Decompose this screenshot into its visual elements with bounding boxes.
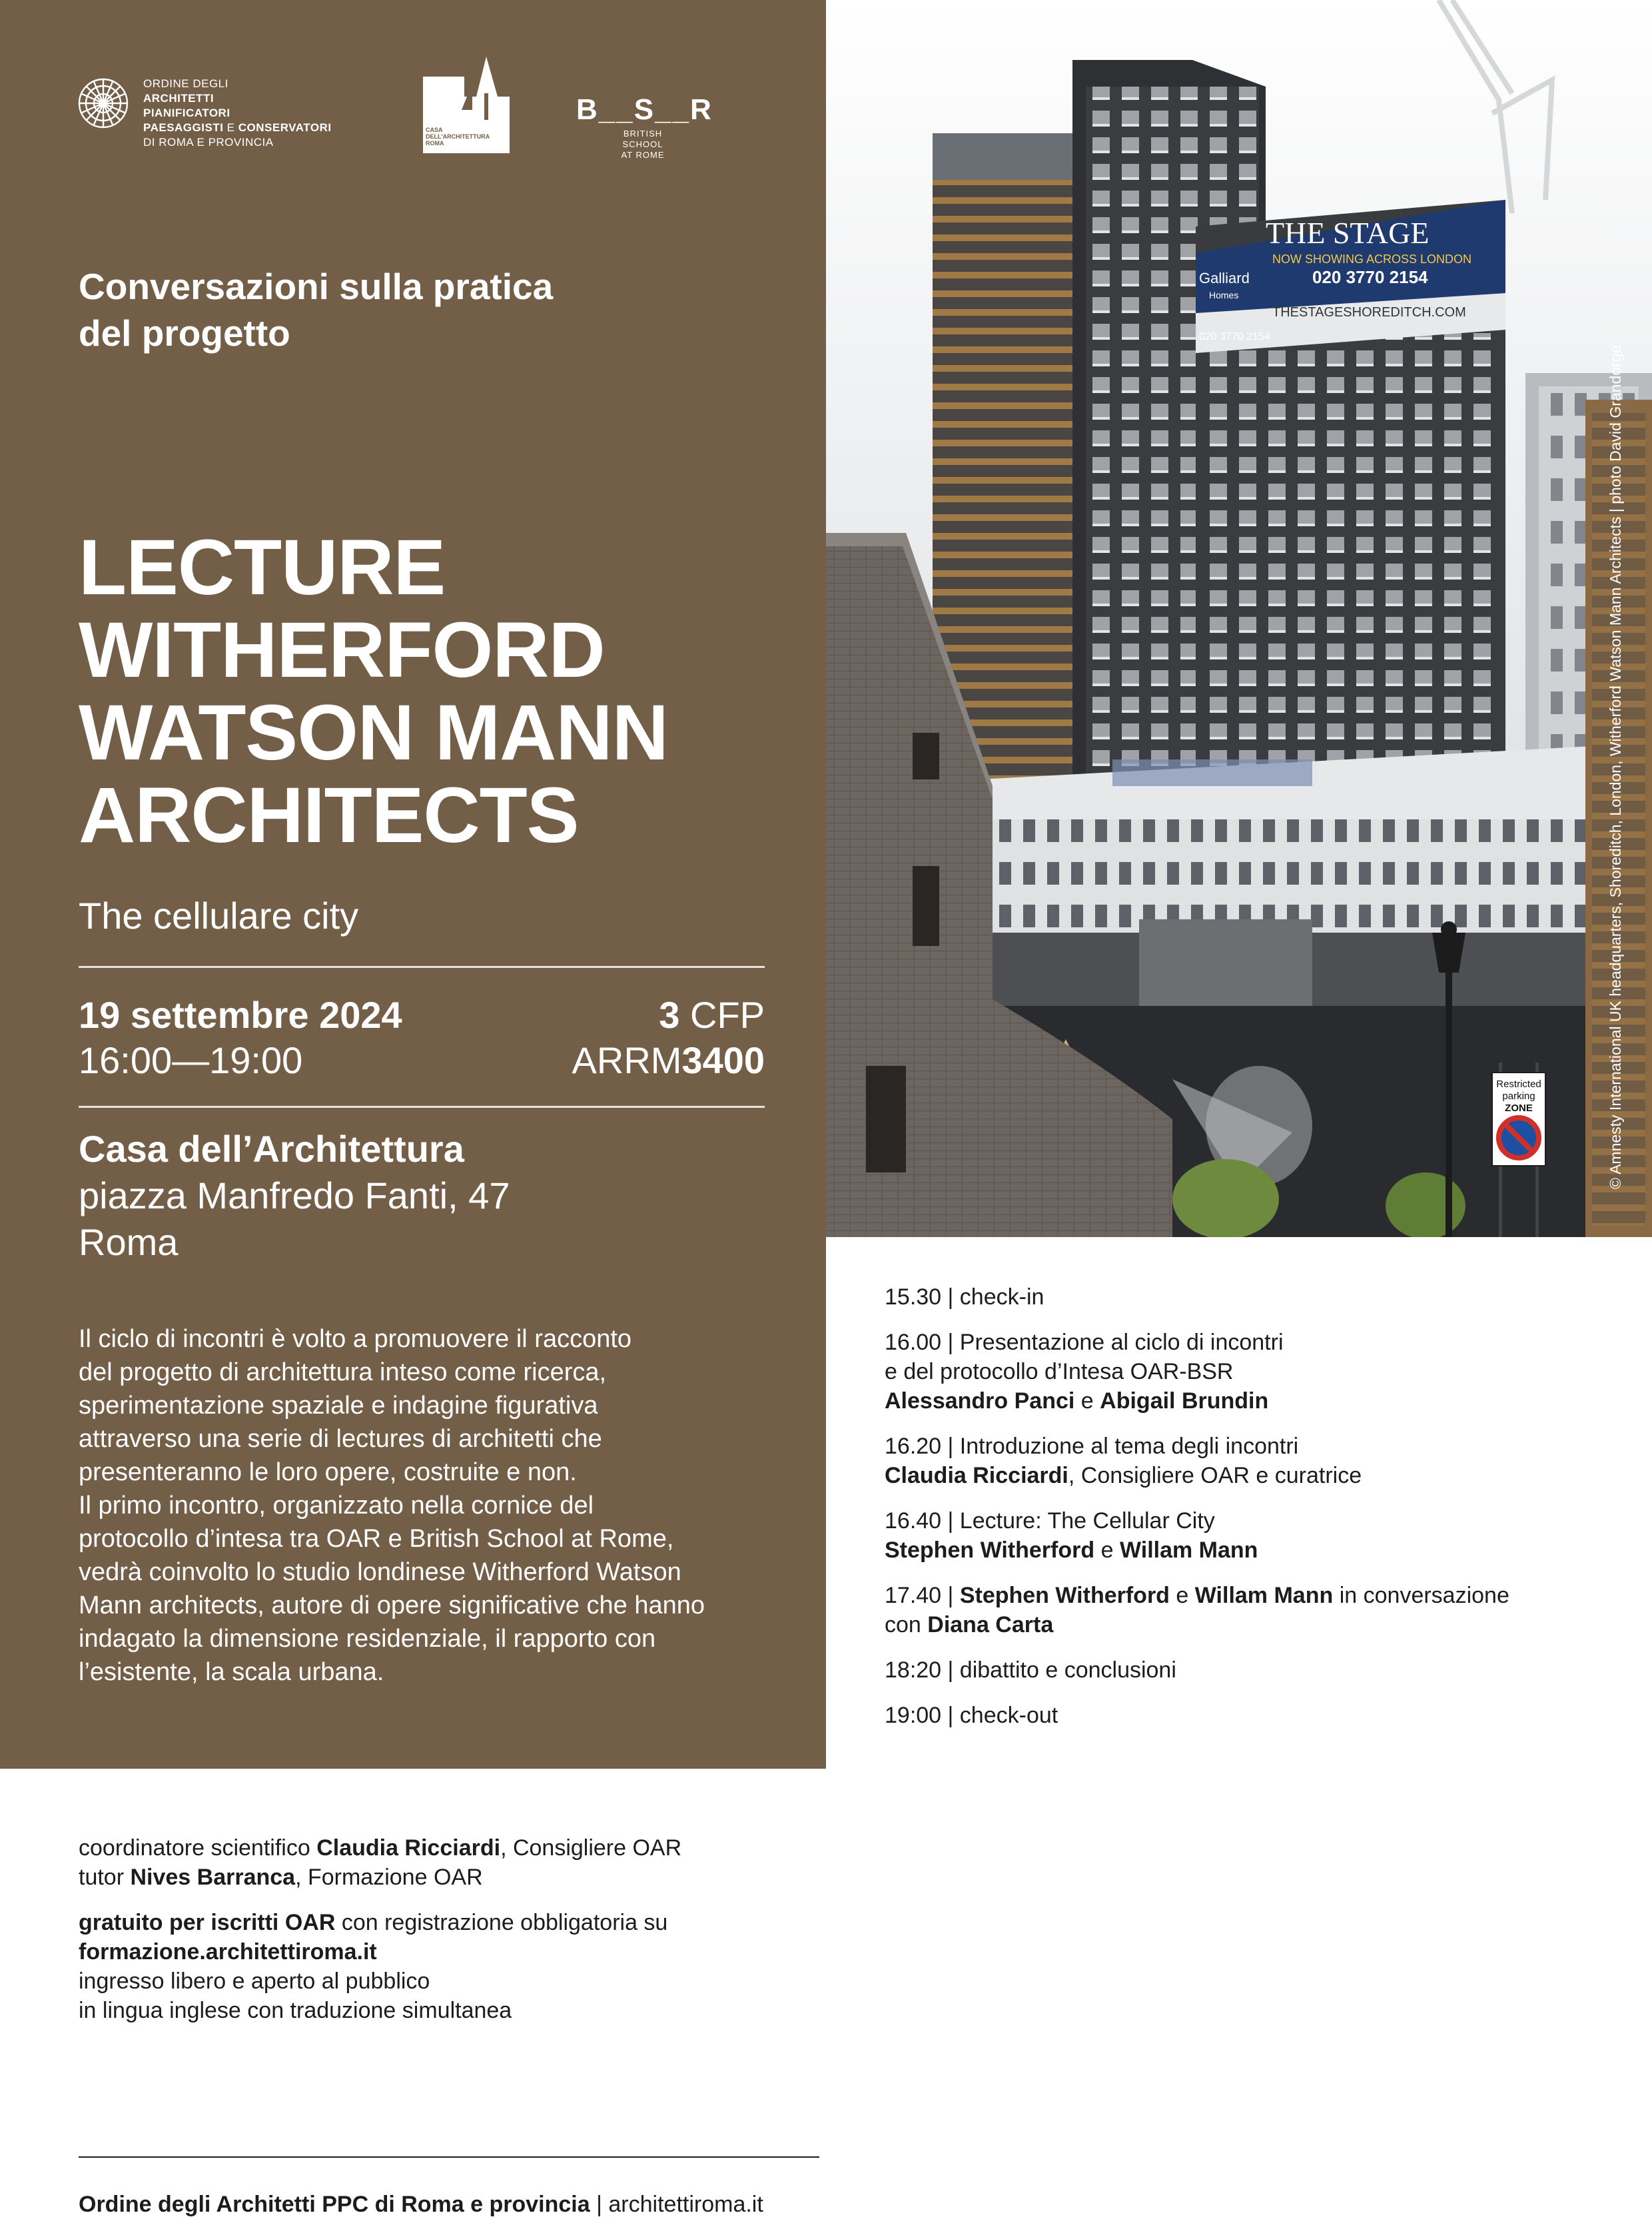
schedule-line: 18:20 | dibattito e conclusioni xyxy=(885,1657,1176,1683)
oar-line: E xyxy=(226,121,235,134)
tutor-label: tutor xyxy=(79,1865,131,1890)
oar-line: PIANIFICATORI xyxy=(143,107,230,119)
event-time: 16:00—19:00 xyxy=(79,1039,303,1081)
speaker-name: Stephen Witherford xyxy=(959,1583,1170,1608)
footer-divider xyxy=(79,2156,819,2158)
photo-illustration xyxy=(826,0,1652,1237)
event-date: 19 settembre 2024 xyxy=(79,994,402,1036)
divider xyxy=(79,1106,765,1108)
casa-line: DELL'ARCHITETTURA xyxy=(426,133,490,140)
schedule-text: con xyxy=(885,1612,928,1637)
cfp xyxy=(572,993,765,1038)
speaker-name: Diana Carta xyxy=(927,1612,1054,1637)
oar-line: PAESAGGISTI xyxy=(143,121,224,134)
description xyxy=(79,1322,798,1689)
billboard-url: THESTAGESHOREDITCH.COM xyxy=(1272,305,1466,320)
billboard-brand-2: Homes xyxy=(1209,290,1239,300)
coordinator-line xyxy=(79,1833,811,1863)
bsr-line: BRITISH SCHOOL xyxy=(622,129,663,149)
tutor-name: Nives Barranca xyxy=(130,1865,296,1890)
schedule xyxy=(885,1282,1631,1746)
lecture-line: WATSON MANN xyxy=(79,689,668,777)
billboard-side-phone: 020 3770 2154 xyxy=(1199,331,1270,342)
speaker-name: Stephen Witherford xyxy=(885,1538,1095,1563)
speaker-name: Claudia Ricciardi xyxy=(885,1463,1068,1488)
photo-shoreditch xyxy=(826,0,1652,1237)
language-note: in lingua inglese con traduzione simultanea xyxy=(79,1998,512,2023)
casa-logo-text xyxy=(426,127,506,147)
schedule-line: 16.00 | Presentazione al ciclo di incontri xyxy=(885,1330,1284,1355)
oar-line: DI ROMA E PROVINCIA xyxy=(143,136,274,149)
schedule-speakers xyxy=(885,1536,1631,1565)
code-number: 3400 xyxy=(681,1039,765,1081)
lamp-post xyxy=(1446,959,1452,1237)
lecture-line: WITHERFORD xyxy=(79,606,605,694)
tutor-line xyxy=(79,1863,811,1892)
divider xyxy=(79,966,765,968)
speaker-role: , Consigliere OAR e curatrice xyxy=(1068,1463,1362,1488)
schedule-item xyxy=(885,1506,1631,1565)
billboard-brand: Galliard xyxy=(1199,270,1250,286)
schedule-item xyxy=(885,1655,1631,1685)
logo-bar xyxy=(77,57,743,163)
bsr-line: AT ROME xyxy=(621,150,665,160)
description-line: attraverso una serie di lectures di architetti che xyxy=(79,1425,602,1453)
credits-info xyxy=(572,993,765,1083)
coordinator-role: , Consigliere OAR xyxy=(500,1835,682,1861)
sign-text-parking: parking xyxy=(1502,1091,1535,1102)
venue xyxy=(79,1126,765,1266)
organizer-credits xyxy=(79,1833,811,2025)
billboard-subtitle: NOW SHOWING ACROSS LONDON xyxy=(1272,252,1472,266)
billboard-title: THE STAGE xyxy=(1266,216,1430,250)
description-line: del progetto di architettura inteso come ricerca, xyxy=(79,1358,607,1386)
photo-credit: © Amnesty International UK headquarters, Shoreditch, London, Witherford Watson Mann Architects | photo David Grandorge xyxy=(1607,344,1624,1189)
bsr-logo-subtitle xyxy=(603,129,683,161)
schedule-speakers xyxy=(885,1610,1631,1639)
sign-text-restricted: Restricted xyxy=(1496,1079,1541,1090)
schedule-time: 17.40 | xyxy=(885,1583,960,1608)
schedule-item xyxy=(885,1701,1631,1730)
tutor-role: , Formazione OAR xyxy=(295,1865,483,1890)
bsr-logo-mark: B__S__R xyxy=(576,93,713,126)
registration-link[interactable]: formazione.architettiroma.it xyxy=(79,1939,377,1965)
description-line: Mann architects, autore di opere significative che hanno xyxy=(79,1591,705,1619)
venue-address: piazza Manfredo Fanti, 47 xyxy=(79,1174,510,1216)
description-line: protocollo d’intesa tra OAR e British School at Rome, xyxy=(79,1525,674,1553)
description-line: presenteranno le loro opere, costruite e non. xyxy=(79,1458,577,1486)
speaker-name: Alessandro Panci xyxy=(885,1388,1075,1414)
casa-line: CASA xyxy=(426,127,443,133)
series-line: del progetto xyxy=(79,312,290,354)
oar-logo-text xyxy=(143,77,356,150)
lecture-title xyxy=(79,526,818,857)
event-code xyxy=(572,1038,765,1083)
date-time xyxy=(79,993,402,1083)
oar-line: CONSERVATORI xyxy=(238,121,332,134)
conjunction: e xyxy=(1169,1583,1195,1608)
schedule-text: in conversazione xyxy=(1333,1583,1509,1608)
speaker-name: Willam Mann xyxy=(1119,1538,1258,1563)
schedule-line: 16.20 | Introduzione al tema degli incontri xyxy=(885,1434,1299,1459)
lecture-line: ARCHITECTS xyxy=(79,771,579,859)
schedule-item xyxy=(885,1581,1631,1639)
series-line: Conversazioni sulla pratica xyxy=(79,266,554,307)
oar-rosette-icon xyxy=(77,77,130,130)
footer xyxy=(79,2190,763,2219)
open-entry: ingresso libero e aperto al pubblico xyxy=(79,1969,430,1994)
description-line: sperimentazione spaziale e indagine figurativa xyxy=(79,1392,598,1420)
schedule-speakers xyxy=(885,1461,1631,1490)
schedule-line: 15.30 | check-in xyxy=(885,1284,1044,1310)
description-line: indagato la dimensione residenziale, il rapporto con xyxy=(79,1625,656,1653)
left-panel xyxy=(0,0,826,1769)
registration-text: con registrazione obbligatoria su xyxy=(335,1910,668,1935)
description-line: Il ciclo di incontri è volto a promuovere il racconto xyxy=(79,1325,632,1353)
oar-line: ARCHITETTI xyxy=(143,92,214,105)
conjunction: e xyxy=(1094,1538,1120,1563)
speaker-name: Abigail Brundin xyxy=(1100,1388,1269,1414)
sign-text-zone: ZONE xyxy=(1505,1103,1533,1114)
schedule-line: e del protocollo d’Intesa OAR-BSR xyxy=(885,1359,1234,1384)
footer-website-link[interactable]: architettiroma.it xyxy=(608,2192,763,2217)
code-prefix: ARRM xyxy=(572,1039,682,1081)
cfp-value: 3 xyxy=(659,994,680,1036)
coordinator-name: Claudia Ricciardi xyxy=(316,1835,501,1861)
footer-organization: Ordine degli Architetti PPC di Roma e provincia xyxy=(79,2192,590,2217)
schedule-item xyxy=(885,1328,1631,1416)
footer-separator: | xyxy=(590,2192,609,2217)
series-title xyxy=(79,263,745,356)
venue-name: Casa dell’Architettura xyxy=(79,1128,464,1170)
schedule-line: 16.40 | Lecture: The Cellular City xyxy=(885,1508,1215,1534)
schedule-item xyxy=(885,1282,1631,1312)
cfp-label: CFP xyxy=(679,994,765,1036)
oar-line: ORDINE DEGLI xyxy=(143,77,228,90)
lecture-subtitle: The cellulare city xyxy=(79,895,359,937)
coordinator-label: coordinatore scientifico xyxy=(79,1835,317,1861)
schedule-line: 19:00 | check-out xyxy=(885,1703,1058,1728)
venue-city: Roma xyxy=(79,1221,179,1263)
schedule-speakers xyxy=(885,1386,1631,1416)
schedule-line xyxy=(885,1581,1631,1610)
registration-line xyxy=(79,1908,811,1937)
description-line: l’esistente, la scala urbana. xyxy=(79,1658,384,1686)
lecture-line: LECTURE xyxy=(79,524,446,612)
casa-line: ROMA xyxy=(426,140,444,147)
description-line: vedrà coinvolto lo studio londinese Witherford Watson xyxy=(79,1558,681,1586)
speaker-name: Willam Mann xyxy=(1194,1583,1334,1608)
conjunction: e xyxy=(1074,1388,1100,1414)
billboard-phone: 020 3770 2154 xyxy=(1312,267,1428,287)
description-line: Il primo incontro, organizzato nella cornice del xyxy=(79,1492,594,1520)
free-label: gratuito per iscritti OAR xyxy=(79,1910,336,1935)
schedule-item xyxy=(885,1432,1631,1490)
